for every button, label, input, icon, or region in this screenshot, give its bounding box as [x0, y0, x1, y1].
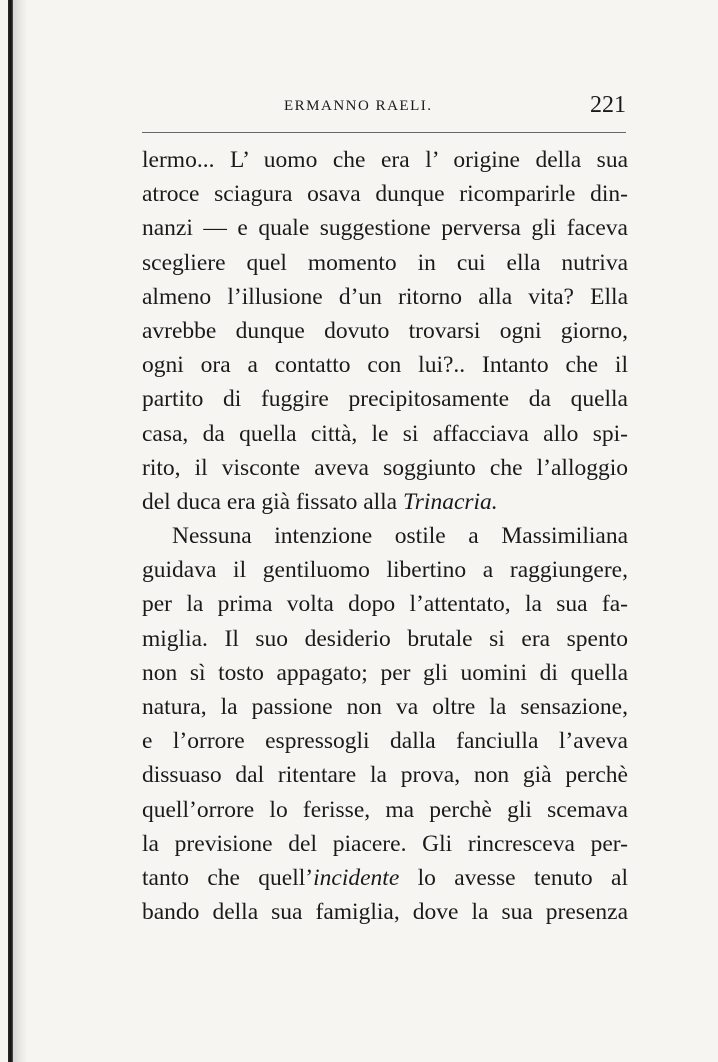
italic-title: Trinacria.: [403, 488, 498, 515]
text-segment: tanto che quell’: [142, 864, 314, 891]
text-line: guidava il gentiluomo libertino a raggiungere,: [142, 557, 628, 584]
text-line: bando della sua famiglia, dove la sua presenza: [142, 899, 628, 926]
binding-shadow: [13, 0, 27, 1062]
text-line: partito di fuggire precipitosamente da quella: [142, 386, 628, 413]
text-segment: lo avesse tenuto al: [399, 864, 628, 891]
text-line: lermo... L’ uomo che era l’ origine della sua: [142, 147, 628, 173]
text-line: scegliere quel momento in cui ella nutriva: [142, 249, 628, 276]
text-line: per la prima volta dopo l’attentato, la sua fa-: [142, 591, 628, 618]
text-line: quell’orrore lo ferisse, ma perchè gli scemava: [142, 796, 628, 823]
text-line: rito, il visconte aveva soggiunto che l’alloggio: [142, 454, 628, 481]
header-rule: [142, 132, 626, 133]
text-line: la previsione del piacere. Gli rincresceva per-: [142, 830, 628, 857]
body-text: [142, 143, 628, 929]
text-line: miglia. Il suo desiderio brutale si era spento: [142, 625, 628, 652]
text-line: nanzi — e quale suggestione perversa gli faceva: [142, 215, 628, 242]
text-line: non sì tosto appagato; per gli uomini di quella: [142, 659, 628, 686]
page-header: [142, 90, 626, 130]
text-line: [142, 485, 628, 519]
text-line: casa, da quella città, le si affacciava allo spi-: [142, 420, 628, 447]
page-number: 221: [590, 92, 626, 118]
text-line: e l’orrore espressogli dalla fanciulla l’aveva: [142, 728, 628, 755]
italic-word: incidente: [313, 864, 400, 891]
text-line: almeno l’illusione d’un ritorno alla vita? Ella: [142, 283, 628, 310]
text-line: [142, 861, 628, 895]
text-line: avrebbe dunque dovuto trovarsi ogni giorno,: [142, 317, 628, 344]
text-segment: del duca era già fissato alla: [142, 488, 403, 515]
paragraph-start-line: Nessuna intenzione ostile a Massimiliana: [172, 523, 628, 550]
running-title: ERMANNO RAELI.: [284, 98, 433, 114]
text-line: atroce sciagura osava dunque ricomparirle din-: [142, 181, 628, 208]
text-line: ogni ora a contatto con lui?.. Intanto che il: [142, 352, 628, 379]
text-line: natura, la passione non va oltre la sensazione,: [142, 694, 628, 720]
text-line: dissuaso dal ritentare la prova, non già perchè: [142, 762, 628, 789]
